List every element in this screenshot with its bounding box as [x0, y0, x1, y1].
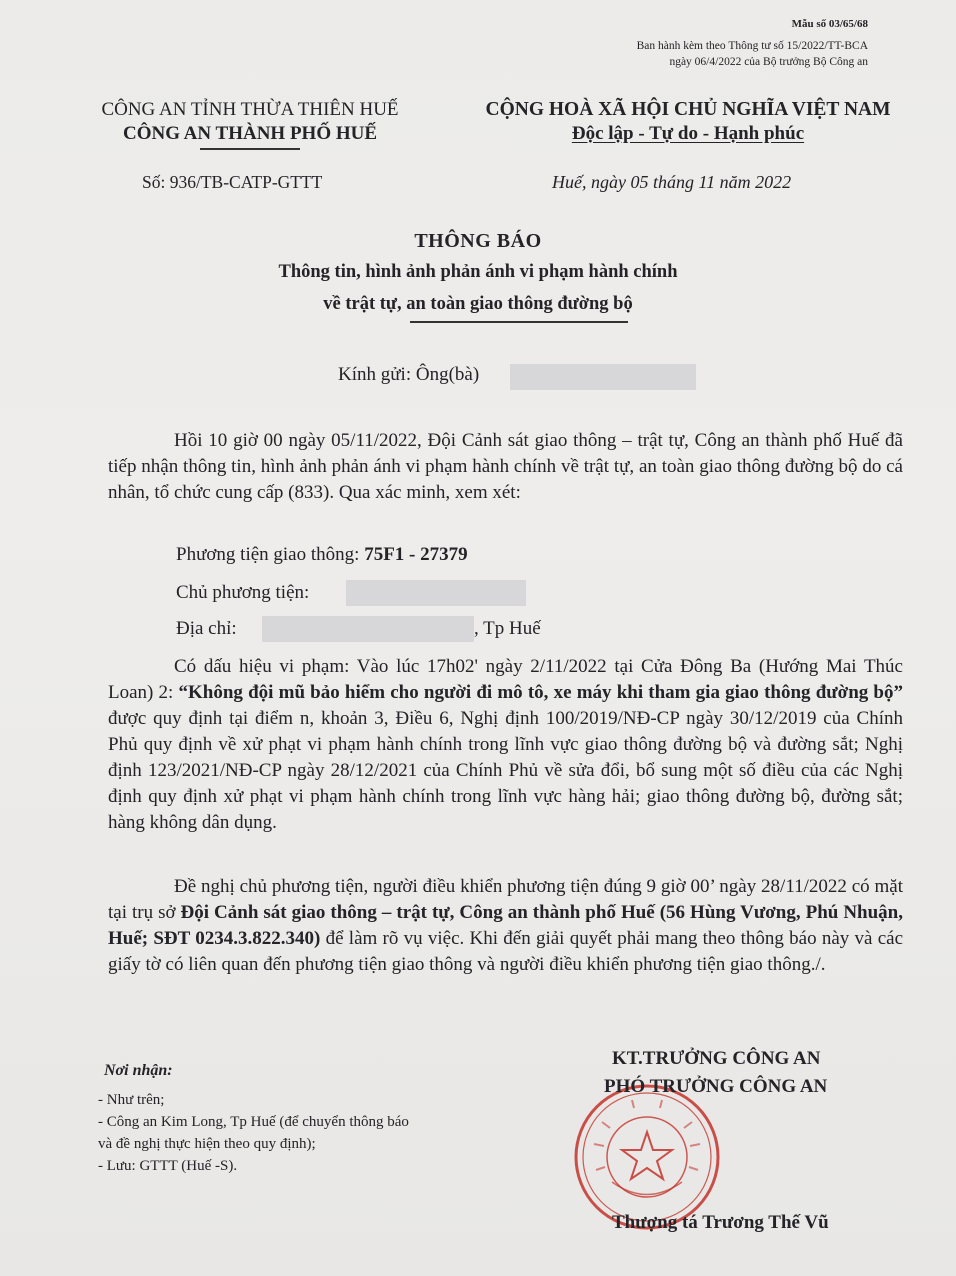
request-location: Đội Cảnh sát giao thông – trật tự, Công an thành phố Huế (56 Hùng Vương, Phú Nhuận, Huế; SĐT 0234.3.822.340): [108, 902, 903, 949]
signer-name: Thượng tá Trương Thế Vũ: [612, 1212, 829, 1233]
national-heading: [462, 98, 914, 146]
request-lead: Đề nghị chủ phương tiện, người điều khiển phương tiện đúng 9 giờ 00’ ngày 28/11/2022 có mặt tại trụ sở: [108, 876, 903, 923]
document-subtitle-1: Thông tin, hình ảnh phản ánh vi phạm hành chính: [278, 262, 678, 282]
subtitle-underline: [410, 321, 628, 323]
form-note-line-1: Ban hành kèm theo Thông tư số 15/2022/TT-BCA: [636, 40, 868, 52]
document-number: Số: 936/TB-CATP-GTTT: [142, 172, 323, 192]
vehicle-plate: 75F1 - 27379: [364, 544, 468, 565]
intro-text: Hồi 10 giờ 00 ngày 05/11/2022, Đội Cảnh sát giao thông – trật tự, Công an thành phố Huế đã tiếp nhận thông tin, hình ảnh phản ánh vi phạm hành chính về trật tự, an toàn giao thông đường bộ do cá nhân, tổ chức cung cấp (833). Qua xác minh, xem xét:: [108, 430, 903, 503]
recipients-title: Nơi nhận:: [104, 1062, 173, 1079]
agency-name: CÔNG AN THÀNH PHỐ HUẾ: [122, 123, 378, 144]
recipient-line-1: - Như trên;: [98, 1092, 165, 1108]
request-paragraph: [108, 874, 903, 978]
redacted-owner-name: [346, 580, 526, 606]
address-label: Địa chỉ:: [176, 618, 237, 639]
signer-role-2: PHÓ TRƯỞNG CÔNG AN: [604, 1076, 828, 1097]
redacted-address: [262, 616, 474, 642]
violation-lead: Có dấu hiệu vi phạm: Vào lúc 17h02' ngày 2/11/2022 tại Cửa Đông Ba (Hướng Mai Thúc Loan) 2:: [108, 656, 903, 703]
recipient-line-3: và đề nghị thực hiện theo quy định);: [98, 1136, 316, 1152]
nation-motto: Độc lập - Tự do - Hạnh phúc: [571, 123, 805, 144]
vehicle-field: [176, 544, 468, 566]
intro-paragraph: [108, 428, 903, 506]
form-number: Mẫu số 03/65/68: [791, 18, 868, 30]
violation-behavior: “Không đội mũ bảo hiểm cho người đi mô tô, xe máy khi tham gia giao thông đường bộ”: [178, 682, 904, 703]
address-field: [176, 618, 237, 640]
document-subtitle-2: về trật tự, an toàn giao thông đường bộ: [323, 294, 633, 314]
form-note-line-2: ngày 06/4/2022 của Bộ trưởng Bộ Công an: [669, 56, 868, 68]
address-city: , Tp Huế: [474, 618, 541, 639]
recipient-line-2: - Công an Kim Long, Tp Huế (để chuyển thông báo: [98, 1114, 409, 1130]
document-title: THÔNG BÁO: [414, 230, 542, 252]
request-instructions: để làm rõ vụ việc. Khi đến giải quyết phải mang theo thông báo này và các giấy tờ có liên quan đến phương tiện giao thông và người điều khiển phương tiện giao thông./.: [108, 928, 904, 975]
owner-field: [176, 582, 309, 604]
vehicle-label: Phương tiện giao thông:: [176, 544, 360, 565]
official-seal-icon: [572, 1082, 722, 1232]
owner-label: Chủ phương tiện:: [176, 582, 310, 603]
recipient-line-4: - Lưu: GTTT (Huế -S).: [98, 1158, 238, 1174]
form-note: [637, 38, 868, 70]
document-date: Huế, ngày 05 tháng 11 năm 2022: [552, 172, 792, 192]
violation-legal-basis: được quy định tại điểm n, khoản 3, Điều 6, Nghị định 100/2019/NĐ-CP ngày 30/12/2019 của Chính Phủ quy định về xử phạt vi phạm hành chính trong lĩnh vực giao thông đường bộ và đường sắt; Nghị định 123/2021/NĐ-CP ngày 28/12/2021 của Chính Phủ về sửa đổi, bổ sung một số điều của các Nghị định quy định xử phạt vi phạm hành chính trong lĩnh vực hàng hải; giao thông đường bộ, đường sắt; hàng không dân dụng.: [108, 708, 903, 833]
issuing-agency: [80, 98, 420, 150]
agency-parent: CÔNG AN TỈNH THỪA THIÊN HUẾ: [101, 99, 399, 120]
violation-paragraph: [108, 654, 903, 836]
greeting: Kính gửi: Ông(bà): [338, 364, 480, 385]
redacted-recipient-name: [510, 364, 696, 390]
agency-underline: [200, 148, 300, 150]
nation-name: CỘNG HOÀ XÃ HỘI CHỦ NGHĨA VIỆT NAM: [485, 99, 891, 120]
signer-role-1: KT.TRƯỞNG CÔNG AN: [612, 1048, 821, 1069]
